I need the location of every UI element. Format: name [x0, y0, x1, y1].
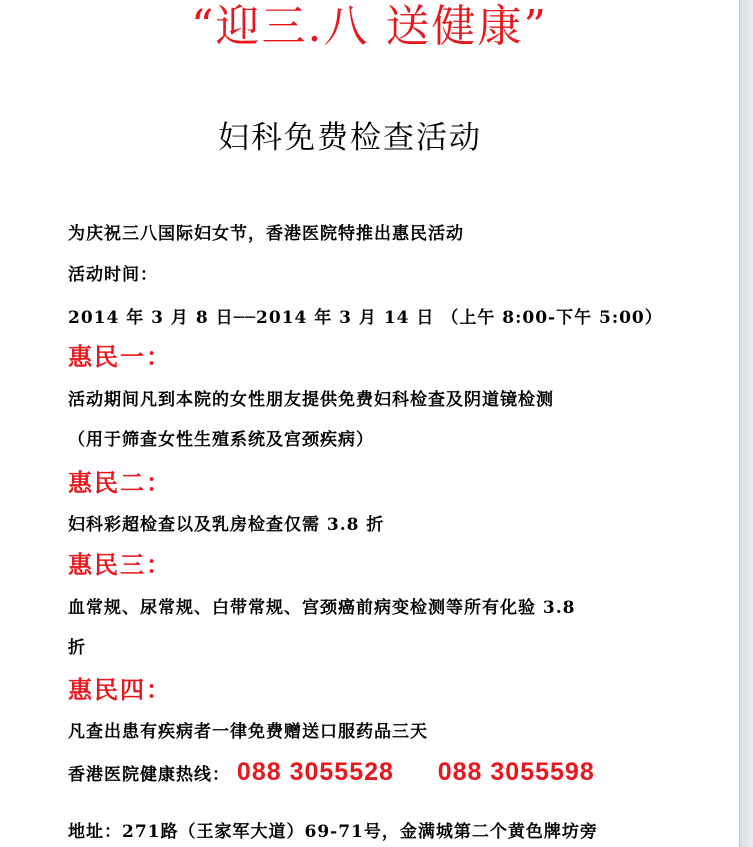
benefit-4-heading: 惠民四： [68, 675, 172, 704]
hotline-phone-2: 088 3055598 [437, 758, 595, 786]
benefit-3-line-1: 血常规、尿常规、白带常规、宫颈癌前病变检测等所有化验 3.8 [68, 598, 576, 618]
intro-text: 为庆祝三八国际妇女节，香港医院特推出惠民活动 [68, 224, 464, 244]
event-banner-title: “迎三.八 送健康” [191, 1, 548, 52]
benefit-3-line-2: 折 [68, 638, 86, 658]
time-value: 2014 年 3 月 8 日──2014 年 3 月 14 日 （上午 8:00-下午 5:00） [68, 308, 663, 328]
document-window-edge [739, 0, 753, 847]
benefit-3-heading: 惠民三： [68, 550, 172, 579]
benefit-2-heading: 惠民二： [68, 468, 172, 497]
benefit-1-line-2: （用于筛查女性生殖系统及宫颈疾病） [68, 430, 374, 450]
hotline-phone-1: 088 3055528 [236, 758, 394, 786]
hotline-row [68, 760, 595, 787]
benefit-1-heading: 惠民一： [68, 342, 172, 371]
time-label: 活动时间： [68, 265, 158, 285]
benefit-2-line-1: 妇科彩超检查以及乳房检查仅需 3.8 折 [68, 515, 385, 535]
address-text: 地址：271路（王家军大道）69-71号，金满城第二个黄色牌坊旁 [68, 822, 598, 842]
hotline-label: 香港医院健康热线： [68, 765, 230, 785]
benefit-1-line-1: 活动期间凡到本院的女性朋友提供免费妇科检查及阴道镜检测 [68, 390, 554, 410]
benefit-4-line-1: 凡查出患有疾病者一律免费赠送口服药品三天 [68, 722, 428, 742]
event-subtitle: 妇科免费检查活动 [218, 120, 482, 156]
